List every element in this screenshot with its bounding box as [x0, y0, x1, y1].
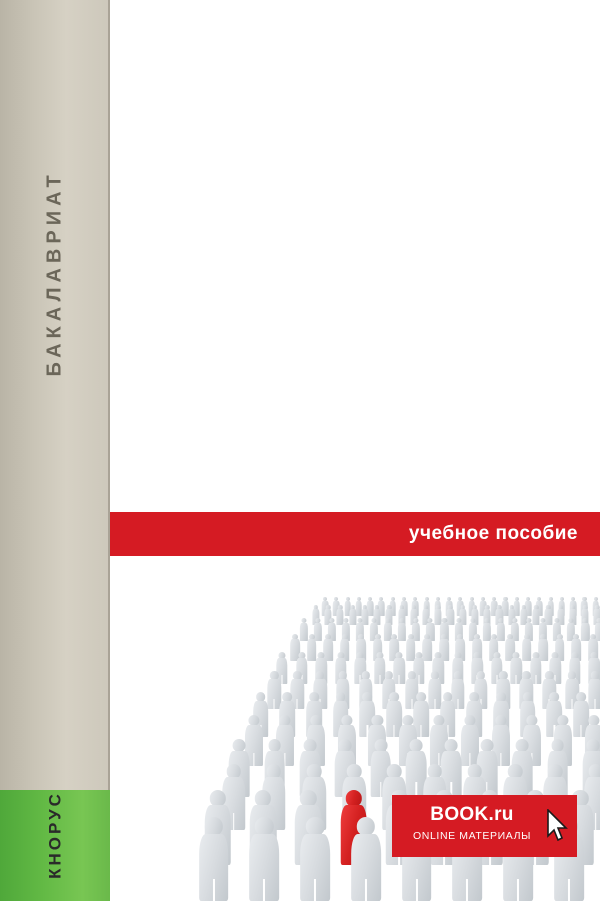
figure-leg-split: [535, 675, 536, 683]
crowd-figure: [351, 817, 381, 901]
figure-head: [468, 764, 483, 779]
edition-banner-label: учебное пособие: [408, 523, 578, 544]
figure-head: [204, 817, 222, 835]
edition-banner: [110, 512, 600, 556]
figure-leg-split: [253, 753, 254, 766]
figure-head: [255, 790, 271, 806]
figure-leg-split: [595, 813, 597, 830]
figure-leg-split: [416, 879, 418, 901]
figure-head: [306, 817, 324, 835]
online-materials-badge[interactable]: [392, 795, 577, 857]
figure-head: [226, 764, 241, 779]
figure-leg-split: [297, 699, 298, 709]
figure-head: [300, 790, 316, 806]
badge-subtitle: ONLINE МАТЕРИАЛЫ: [413, 830, 531, 842]
figure-head: [508, 764, 523, 779]
crowd-figure: [199, 817, 229, 901]
figure-head: [255, 817, 273, 835]
figure-head: [347, 764, 362, 779]
figure-leg-split: [457, 699, 458, 709]
figure-leg-split: [516, 675, 517, 683]
figure-leg-split: [581, 725, 582, 736]
badge-title: BOOK.ru: [430, 804, 514, 825]
figure-head: [387, 764, 402, 779]
figure-leg-split: [517, 879, 519, 901]
figure-leg-split: [263, 879, 265, 901]
figure-leg-split: [420, 725, 421, 736]
figure-leg-split: [466, 879, 468, 901]
figure-leg-split: [399, 675, 400, 683]
spine-divider-line: [108, 0, 110, 901]
figure-head: [307, 764, 322, 779]
figure-head: [427, 764, 442, 779]
figure-leg-split: [213, 879, 215, 901]
figure-leg-split: [500, 753, 501, 766]
crowd-figure: [588, 671, 600, 709]
figure-leg-split: [595, 699, 596, 709]
publisher-name: КНОРУС: [45, 791, 65, 879]
figure-leg-split: [379, 675, 380, 683]
figure-head: [357, 817, 375, 835]
figure-leg-split: [282, 675, 283, 683]
crowd-figure: [300, 817, 330, 901]
figure-leg-split: [314, 879, 316, 901]
figure-leg-split: [380, 782, 381, 797]
crowd-figure: [250, 817, 280, 901]
series-label: БАКАЛАВРИАТ: [43, 170, 66, 377]
figure-head: [267, 764, 282, 779]
figure-head: [209, 790, 225, 806]
figure-leg-split: [568, 879, 570, 901]
mouse-pointer-icon: [547, 809, 569, 843]
figure-head: [588, 764, 600, 779]
figure-leg-split: [233, 813, 235, 830]
figure-leg-split: [394, 725, 395, 736]
figure-leg-split: [365, 879, 367, 901]
figure-leg-split: [274, 699, 275, 709]
figure-head: [346, 790, 362, 806]
figure-head: [548, 764, 563, 779]
figure-leg-split: [434, 699, 435, 709]
